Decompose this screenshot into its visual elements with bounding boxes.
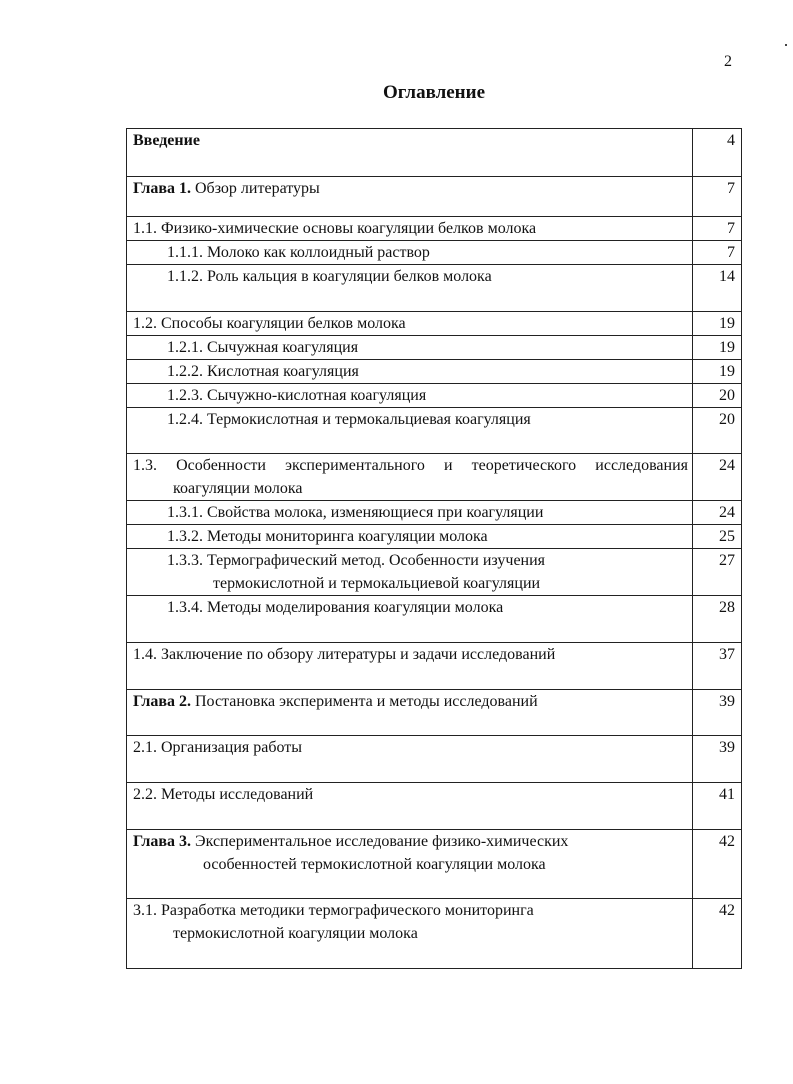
toc-row: [127, 265, 742, 312]
entry-bold: Введение: [133, 132, 200, 149]
toc-entry: [127, 830, 693, 899]
toc-entry: 2.2. Методы исследований: [127, 783, 693, 830]
entry-bold: Глава 1.: [133, 180, 191, 197]
toc-page: 20: [693, 384, 742, 408]
toc-page: 7: [693, 241, 742, 265]
toc-entry: 1.1.1. Молоко как коллоидный раствор: [127, 241, 693, 265]
toc-page: 39: [693, 690, 742, 736]
toc-entry: [127, 129, 693, 177]
toc-row: [127, 525, 742, 549]
toc-entry: 1.1.2. Роль кальция в коагуляции белков молока: [127, 265, 693, 312]
toc-page: 25: [693, 525, 742, 549]
entry-line: особенностей термокислотной коагуляции молока: [203, 856, 546, 873]
toc-entry: 1.3.1. Свойства молока, изменяющиеся при коагуляции: [127, 501, 693, 525]
table-of-contents: [126, 128, 742, 969]
toc-page: 24: [693, 501, 742, 525]
entry-text: Постановка эксперимента и методы исследований: [191, 693, 538, 710]
toc-row: [127, 217, 742, 241]
toc-page: 19: [693, 360, 742, 384]
entry-text: Обзор литературы: [191, 180, 320, 197]
toc-row: [127, 501, 742, 525]
toc-entry: [127, 549, 693, 596]
page-number: 2: [724, 53, 732, 70]
toc-row: [127, 408, 742, 454]
entry-line: 3.1. Разработка методики термографического мониторинга: [133, 902, 534, 919]
toc-page: 41: [693, 783, 742, 830]
entry-bold: Глава 3.: [133, 833, 191, 850]
toc-row: [127, 596, 742, 643]
toc-entry: 1.3.4. Методы моделирования коагуляции молока: [127, 596, 693, 643]
toc-row: [127, 336, 742, 360]
toc-row: [127, 384, 742, 408]
entry-line: термокислотной и термокальциевой коагуляции: [213, 575, 541, 592]
toc-row: [127, 690, 742, 736]
entry-text: Экспериментальное исследование физико-химических: [191, 833, 569, 850]
toc-entry: 2.1. Организация работы: [127, 736, 693, 783]
toc-row: [127, 241, 742, 265]
entry-line: 1.3. Особенности экспериментального и теоретического исследования: [133, 457, 688, 474]
toc-entry: 1.2.2. Кислотная коагуляция: [127, 360, 693, 384]
entry-bold: Глава 2.: [133, 693, 191, 710]
toc-page: 24: [693, 454, 742, 501]
toc-row: [127, 177, 742, 217]
toc-page: 14: [693, 265, 742, 312]
toc-page: 7: [693, 217, 742, 241]
toc-page: 4: [693, 129, 742, 177]
toc-page: 7: [693, 177, 742, 217]
toc-row: [127, 454, 742, 501]
toc-entry: 1.4. Заключение по обзору литературы и задачи исследований: [127, 643, 693, 690]
toc-page: 20: [693, 408, 742, 454]
toc-page: 19: [693, 336, 742, 360]
toc-entry: 1.2.3. Сычужно-кислотная коагуляция: [127, 384, 693, 408]
toc-entry: 1.3.2. Методы мониторинга коагуляции молока: [127, 525, 693, 549]
toc-entry: [127, 899, 693, 969]
toc-page: 39: [693, 736, 742, 783]
toc-row: [127, 360, 742, 384]
entry-line: коагуляции молока: [173, 480, 303, 497]
toc-entry: [127, 454, 693, 501]
toc-page: 27: [693, 549, 742, 596]
page-title: Оглавление: [382, 82, 486, 103]
toc-row: [127, 129, 742, 177]
toc-row: [127, 899, 742, 969]
toc-row: [127, 736, 742, 783]
toc-entry: [127, 690, 693, 736]
toc-page: 37: [693, 643, 742, 690]
toc-row: [127, 549, 742, 596]
toc-entry: 1.2.4. Термокислотная и термокальциевая коагуляция: [127, 408, 693, 454]
toc-page: 42: [693, 830, 742, 899]
toc-entry: [127, 177, 693, 217]
toc-row: [127, 830, 742, 899]
toc-entry: 1.1. Физико-химические основы коагуляции белков молока: [127, 217, 693, 241]
entry-line: термокислотной коагуляции молока: [173, 925, 418, 942]
toc-row: [127, 783, 742, 830]
toc-entry: 1.2. Способы коагуляции белков молока: [127, 312, 693, 336]
toc-row: [127, 643, 742, 690]
entry-line: 1.3.3. Термографический метод. Особенности изучения: [167, 552, 546, 569]
scan-speck: [785, 44, 787, 46]
toc-row: [127, 312, 742, 336]
toc-page: 28: [693, 596, 742, 643]
toc-page: 42: [693, 899, 742, 969]
toc-entry: 1.2.1. Сычужная коагуляция: [127, 336, 693, 360]
toc-page: 19: [693, 312, 742, 336]
